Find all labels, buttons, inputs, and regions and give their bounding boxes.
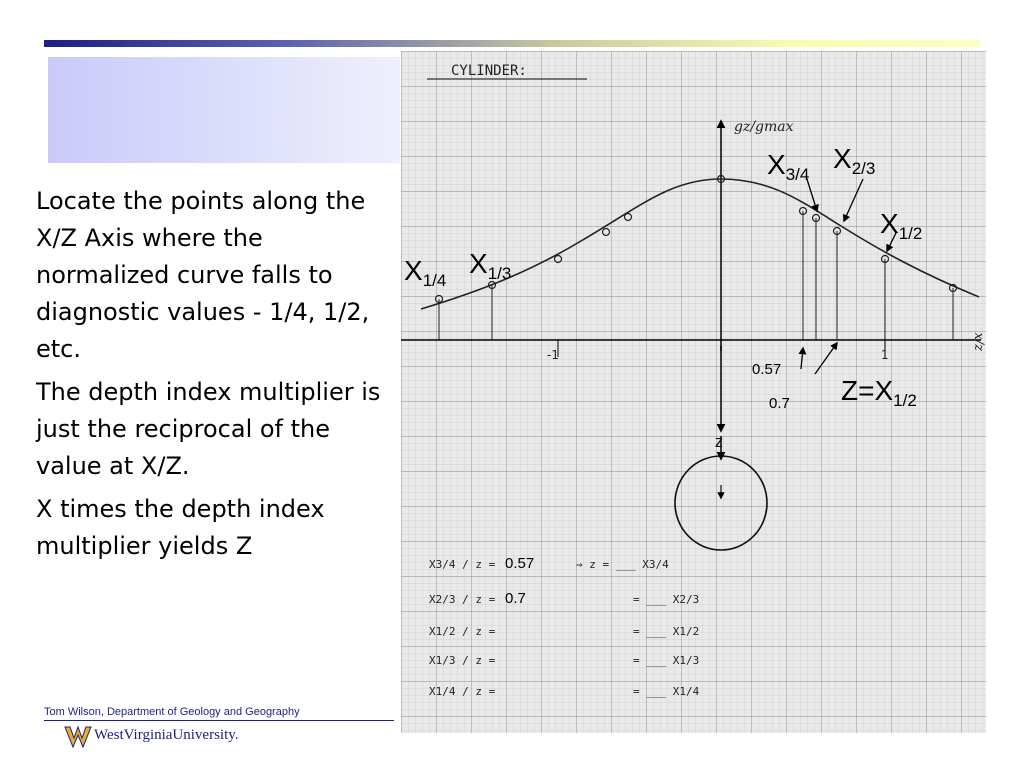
label-value-07: 0.7 [769, 395, 790, 412]
table-row-suffix: = ___ X1/4 [633, 685, 700, 698]
sheet-title: CYLINDER: [451, 63, 527, 79]
label-z-equals-sub: 1/2 [893, 391, 917, 410]
x-axis-label: x/z [971, 332, 986, 351]
label-x-one-quarter-sub: 1/4 [422, 271, 447, 290]
label-x-one-third-sub: 1/3 [487, 264, 512, 283]
x-tick-label-minus-one: -1 [547, 348, 559, 362]
table-row-label: X2/3 / z = [429, 593, 496, 606]
footer-rule [44, 720, 394, 721]
top-rule [44, 40, 980, 47]
label-x-one-half-main: X [880, 208, 899, 239]
paragraph-reciprocal: The depth index multiplier is just the reciprocal of the value at X/Z. [36, 378, 381, 480]
table-row-label: X1/2 / z = [429, 625, 496, 638]
label-x-one-quarter-main: X [404, 255, 423, 286]
label-x-three-quarters-main: X [767, 149, 786, 180]
label-value-057: 0.57 [752, 361, 782, 378]
body-text [36, 183, 396, 571]
label-x-one-half-sub: 1/2 [898, 224, 923, 243]
table-row-suffix: = ___ X1/3 [633, 654, 700, 667]
y-axis-label: gz/gmax [734, 119, 794, 135]
table-row-label: X1/4 / z = [429, 685, 496, 698]
table-row-suffix: = ___ X2/3 [633, 593, 700, 606]
wvu-flying-wv-icon [64, 724, 92, 750]
depth-label: z [714, 432, 724, 451]
label-x-three-quarters-sub: 3/4 [785, 165, 810, 184]
title-band [48, 57, 400, 163]
table-row-value: 0.7 [505, 590, 526, 607]
graph-paper-figure [401, 51, 986, 733]
table-row-suffix: = ___ X1/2 [633, 625, 700, 638]
wvu-logo [64, 724, 264, 754]
x-tick-label-one: 1 [881, 348, 889, 362]
table-row-suffix: ⇒ z = ___ X3/4 [576, 558, 669, 571]
table-row-label: X1/3 / z = [429, 654, 496, 667]
label-x-two-thirds-sub: 2/3 [851, 159, 876, 178]
label-x-one-third-main: X [469, 248, 488, 279]
label-z-equals-main: Z=X [841, 375, 894, 406]
paragraph-multiplier: X times the depth index multiplier yields Z [36, 495, 325, 560]
table-row-label: X3/4 / z = [429, 558, 496, 571]
table-row-value: 0.57 [505, 555, 535, 572]
footer-credit: Tom Wilson, Department of Geology and Geography [44, 706, 300, 718]
wvu-logo-text: WestVirginiaUniversity. [94, 727, 239, 743]
paragraph-locate: Locate the points along the X/Z Axis where the normalized curve falls to diagnostic values - 1/4, 1/2, etc. [36, 187, 370, 363]
label-x-two-thirds-main: X [833, 143, 852, 174]
